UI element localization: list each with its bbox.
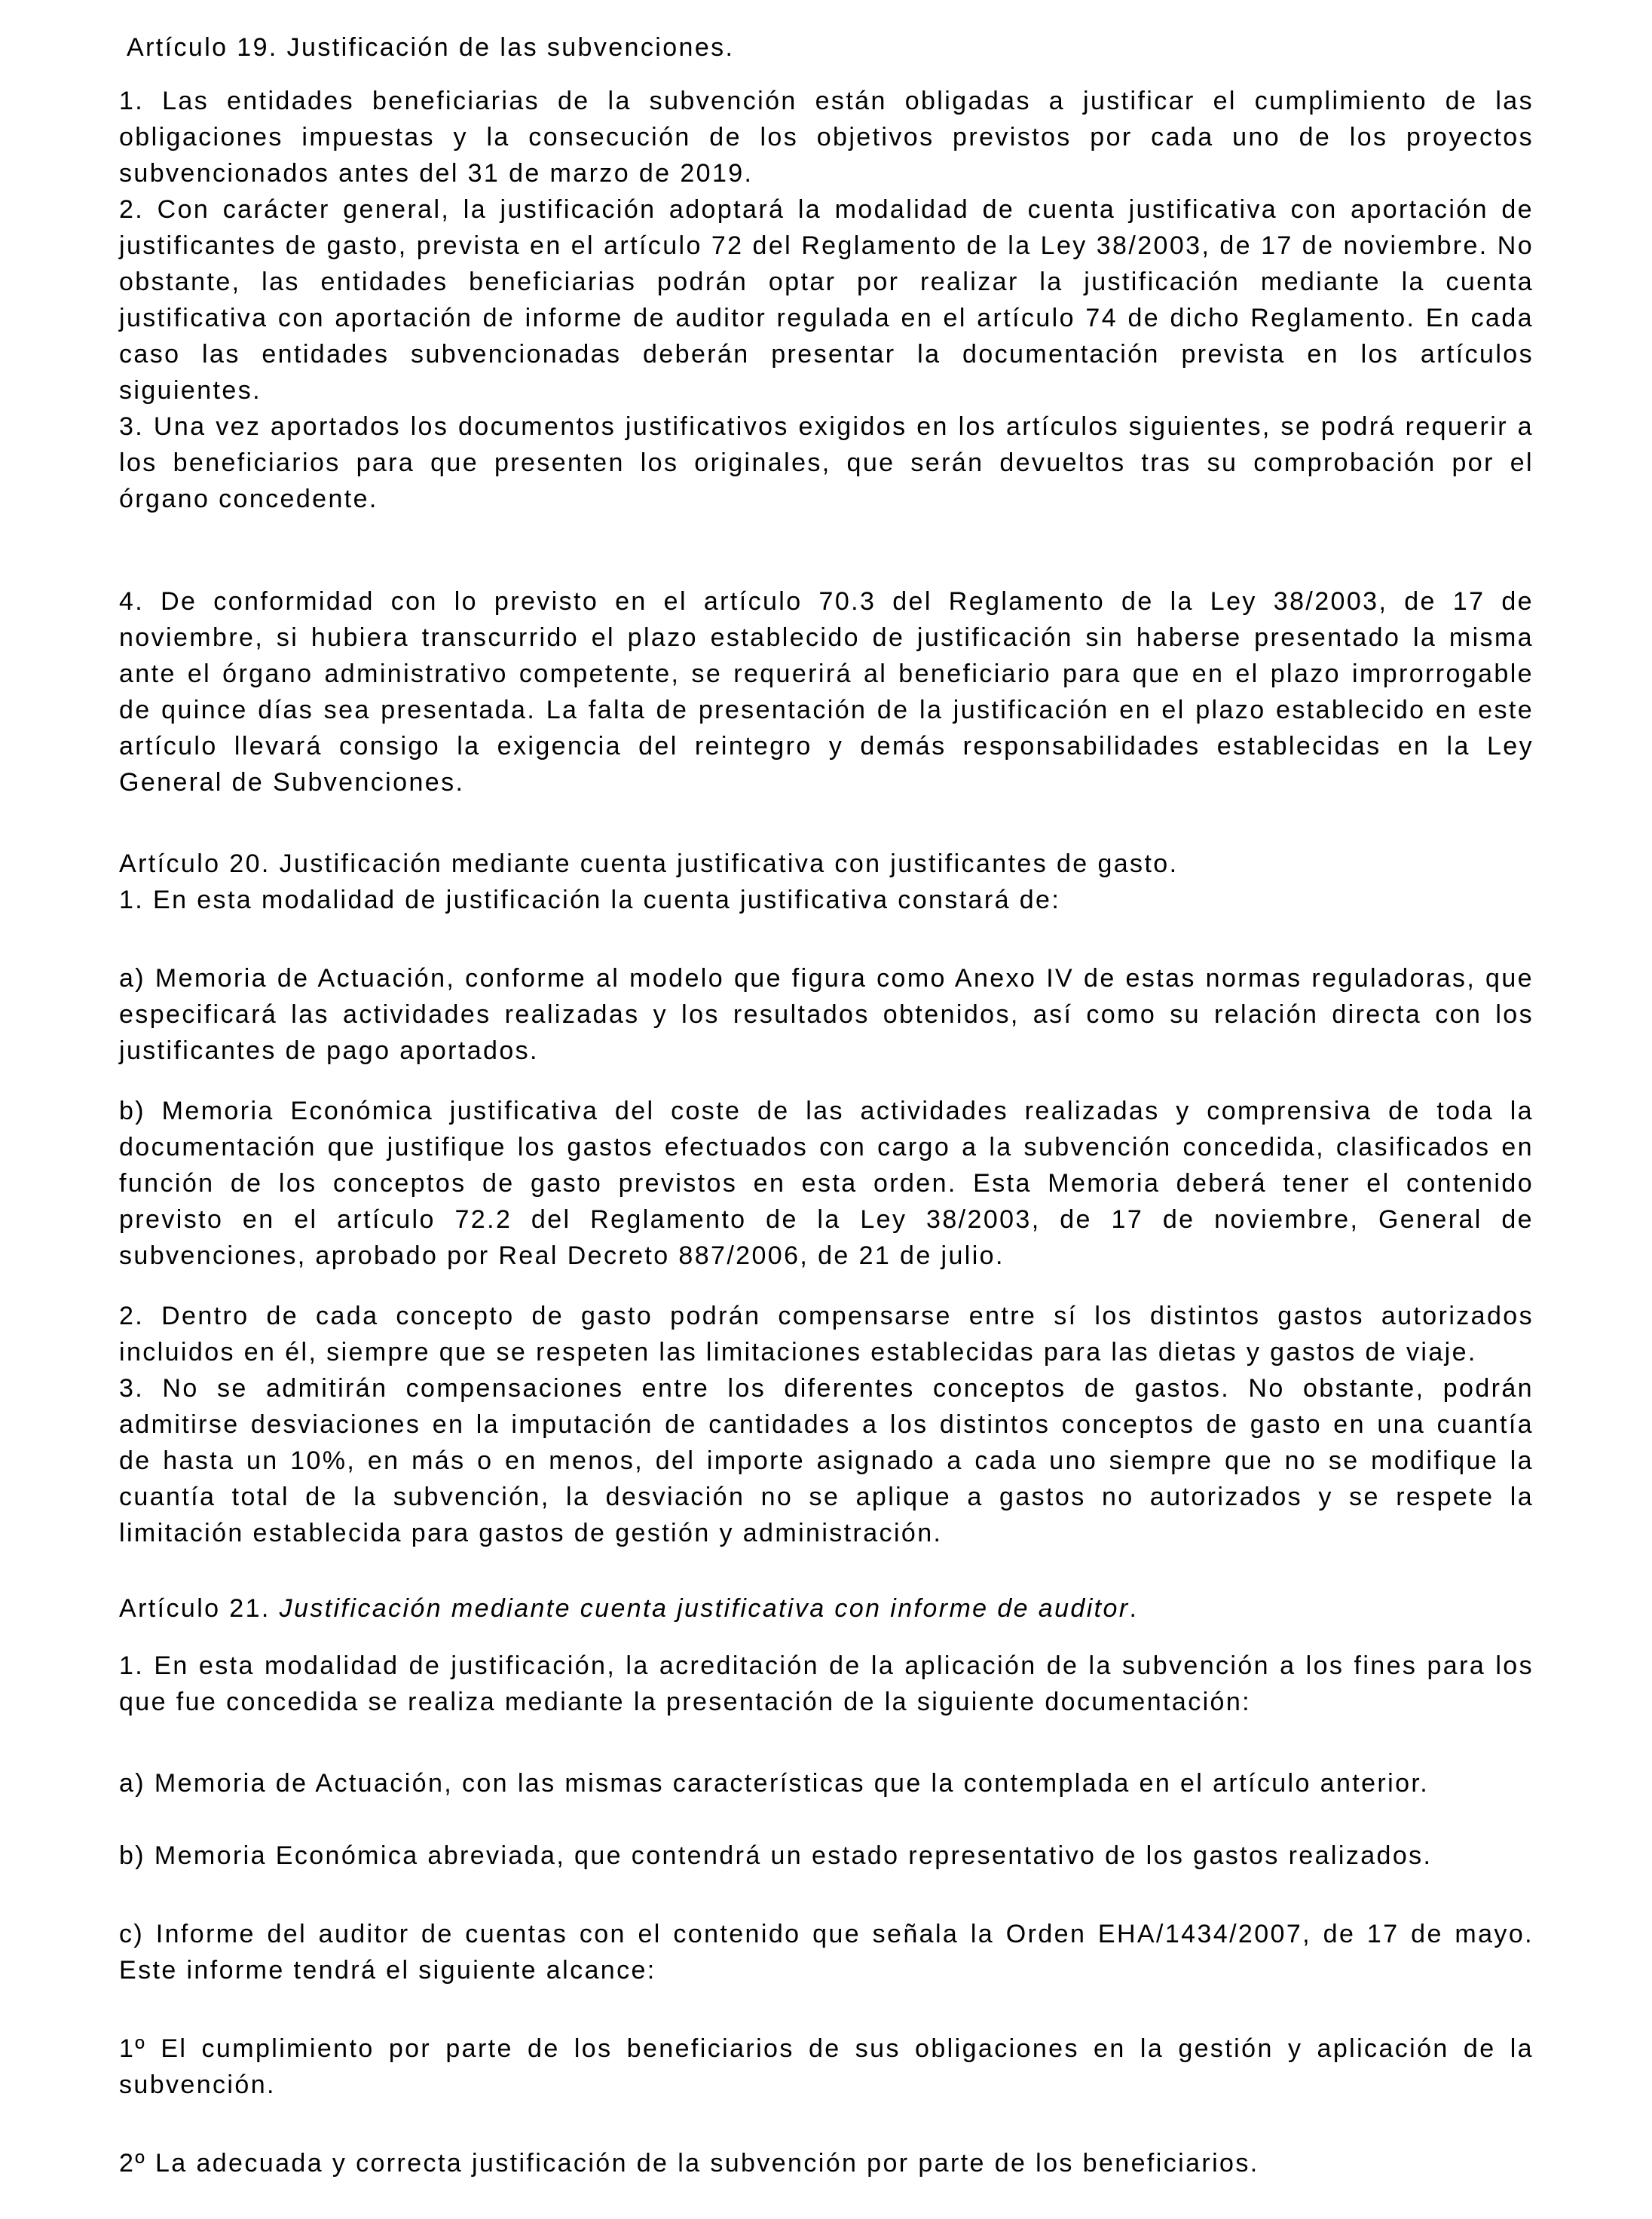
article-21-item-b: b) Memoria Económica abreviada, que contendrá un estado representativo de los gastos realizados. <box>119 1841 1433 1870</box>
article-19-clause-3: 3. Una vez aportados los documentos justificativos exigidos en los artículos siguientes, se podrá requerir a los beneficiarios para que presenten los originales, que serán devueltos tras su comprobación por el órgano concedente. <box>119 412 1534 513</box>
article-21-item-c: c) Informe del auditor de cuentas con el contenido que señala la Orden EHA/1434/2007, de 17 de mayo. Este informe tendrá el siguiente alcance: <box>119 1920 1534 1985</box>
article-21-heading-number: Artículo 21. <box>119 1594 280 1623</box>
article-21-heading <box>119 1590 1534 1627</box>
article-21-item-a: a) Memoria de Actuación, con las mismas características que la contemplada en el artículo anterior. <box>119 1769 1430 1798</box>
article-20-clause-2: 2. Dentro de cada concepto de gasto podrán compensarse entre sí los distintos gastos autorizados incluidos en él, siempre que se respeten las limitaciones establecidas para las dietas y gastos de viaje. <box>119 1302 1534 1367</box>
article-21-heading-period: . <box>1129 1594 1139 1623</box>
article-20-item-a: a) Memoria de Actuación, conforme al modelo que figura como Anexo IV de estas normas reguladoras, que especificará las actividades realizadas y los resultados obtenidos, así como su relación directa con los justificantes de pago aportados. <box>119 964 1534 1065</box>
article-21-scope-item-1: 1º El cumplimiento por parte de los beneficiarios de sus obligaciones en la gestión y aplicación de la subvención. <box>119 2034 1534 2099</box>
article-20-heading: Artículo 20. Justificación mediante cuenta justificativa con justificantes de gasto. <box>119 849 1179 878</box>
article-19-clause-4: 4. De conformidad con lo previsto en el artículo 70.3 del Reglamento de la Ley 38/2003, de 17 de noviembre, si hubiera transcurrido el plazo establecido de justificación sin haberse presentado la misma ante el órgano administrativo competente, se requerirá al beneficiario para que en el plazo improrrogable de quince días sea presentada. La falta de presentación de la justificación en el plazo establecido en este artículo llevará consigo la exigencia del reintegro y demás responsabilidades establecidas en la Ley General de Subvenciones. <box>119 587 1534 797</box>
article-19-heading: Artículo 19. Justificación de las subvenciones. <box>127 33 735 62</box>
article-19-clause-2: 2. Con carácter general, la justificación adoptará la modalidad de cuenta justificativa con aportación de justificantes de gasto, prevista en el artículo 72 del Reglamento de la Ley 38/2003, de 17 de noviembre. No obstante, las entidades beneficiarias podrán optar por realizar la justificación mediante la cuenta justificativa con aportación de informe de auditor regulada en el artículo 74 de dicho Reglamento. En cada caso las entidades subvencionadas deberán presentar la documentación prevista en los artículos siguientes. <box>119 195 1534 405</box>
article-21-clause-1: 1. En esta modalidad de justificación, la acreditación de la aplicación de la subvención a los fines para los que fue concedida se realiza mediante la presentación de la siguiente documentación: <box>119 1651 1534 1716</box>
article-20-clause-1: 1. En esta modalidad de justificación la cuenta justificativa constará de: <box>119 886 1061 914</box>
article-19-clause-1: 1. Las entidades beneficiarias de la subvención están obligadas a justificar el cumplimiento de las obligaciones impuestas y la consecución de los objetivos previstos por cada uno de los proyectos subvencionados antes del 31 de marzo de 2019. <box>119 87 1534 188</box>
article-20-item-b: b) Memoria Económica justificativa del coste de las actividades realizadas y comprensiva de toda la documentación que justifique los gastos efectuados con cargo a la subvención concedida, clasificados en función de los conceptos de gasto previstos en esta orden. Esta Memoria deberá tener el contenido previsto en el artículo 72.2 del Reglamento de la Ley 38/2003, de 17 de noviembre, General de subvenciones, aprobado por Real Decreto 887/2006, de 21 de julio. <box>119 1097 1534 1270</box>
article-21-heading-title: Justificación mediante cuenta justificativa con informe de auditor <box>279 1594 1130 1623</box>
article-21-scope-item-2: 2º La adecuada y correcta justificación de la subvención por parte de los beneficiarios. <box>119 2149 1259 2178</box>
article-20-clause-3: 3. No se admitirán compensaciones entre los diferentes conceptos de gastos. No obstante, podrán admitirse desviaciones en la imputación de cantidades a los distintos conceptos de gasto en una cuantía de hasta un 10%, en más o en menos, del importe asignado a cada uno siempre que no se modifique la cuantía total de la subvención, la desviación no se aplique a gastos no autorizados y se respete la limitación establecida para gastos de gestión y administración. <box>119 1374 1534 1547</box>
